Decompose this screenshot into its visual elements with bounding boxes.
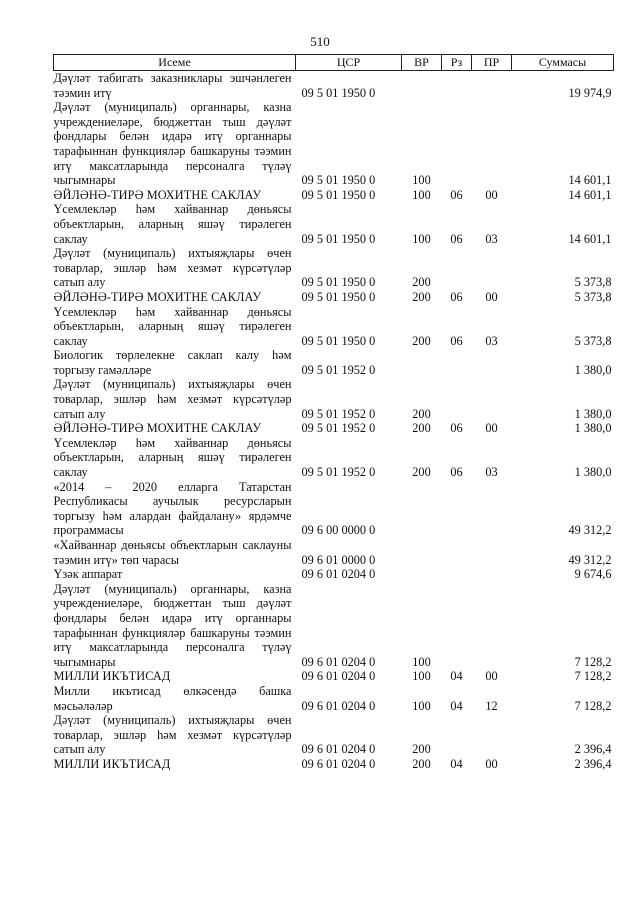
row-csr-cell: 09 5 01 1950 0 (301, 85, 376, 100)
row-vr-cell (402, 480, 442, 538)
table-row (54, 538, 614, 567)
row-rz-cell (442, 100, 472, 188)
row-name-cell: Үсемлекләр һәм хайваннар дөньясы объектларын, аларның яшәү тирәлеген саклау (53, 202, 292, 246)
row-rz-cell (442, 246, 472, 290)
row-sum-cell: 9 674,6 (574, 567, 612, 582)
row-rz-cell: 06 (450, 333, 463, 348)
table-row (54, 713, 614, 757)
row-pr-cell: 00 (485, 669, 498, 684)
row-rz-cell (442, 713, 472, 757)
row-csr-cell: 09 6 01 0204 0 (301, 654, 376, 669)
row-sum-cell: 19 974,9 (568, 85, 612, 100)
row-name-cell: ӘЙЛӘНӘ-ТИРӘ МОХИТНЕ САКЛАУ (53, 421, 262, 436)
table-row (54, 188, 614, 203)
row-pr-cell: 12 (485, 698, 498, 713)
row-csr-cell: 09 6 01 0204 0 (301, 669, 376, 684)
row-rz-cell: 06 (450, 231, 463, 246)
row-vr-cell (402, 348, 442, 377)
row-pr-cell: 00 (485, 421, 498, 436)
row-csr-cell: 09 6 01 0204 0 (301, 742, 376, 757)
header-rz: Рз (442, 55, 472, 71)
row-vr-cell: 200 (412, 742, 431, 757)
row-sum-cell: 49 312,2 (568, 552, 612, 567)
row-rz-cell: 04 (450, 698, 463, 713)
row-sum-cell: 14 601,1 (568, 231, 612, 246)
row-vr-cell: 200 (412, 756, 431, 771)
row-rz-cell: 06 (450, 187, 463, 202)
row-pr-cell (472, 377, 512, 421)
row-sum-cell: 1 380,0 (574, 465, 612, 480)
row-csr-cell: 09 5 01 1950 0 (301, 333, 376, 348)
row-vr-cell: 200 (412, 465, 431, 480)
table-row (54, 757, 614, 772)
row-csr-cell: 09 5 01 1952 0 (301, 421, 376, 436)
row-sum-cell: 14 601,1 (568, 173, 612, 188)
row-rz-cell: 06 (450, 421, 463, 436)
row-rz-cell (442, 538, 472, 567)
row-name-cell: Үзәк аппарат (53, 567, 123, 582)
row-sum-cell: 7 128,2 (574, 654, 612, 669)
header-pr: ПР (472, 55, 512, 71)
row-rz-cell (442, 480, 472, 538)
table-row (54, 202, 614, 246)
row-sum-cell: 2 396,4 (574, 756, 612, 771)
row-rz-cell: 04 (450, 669, 463, 684)
row-rz-cell (442, 377, 472, 421)
row-pr-cell: 03 (485, 333, 498, 348)
row-pr-cell (472, 480, 512, 538)
row-csr-cell: 09 5 01 1950 0 (301, 275, 376, 290)
row-name-cell: МИЛЛИ ИКЪТИСАД (53, 669, 171, 684)
row-vr-cell: 100 (412, 654, 431, 669)
table-row (54, 348, 614, 377)
row-vr-cell: 100 (412, 173, 431, 188)
row-vr-cell (402, 71, 442, 101)
row-rz-cell (442, 582, 472, 670)
row-name-cell: МИЛЛИ ИКЪТИСАД (53, 756, 171, 771)
row-rz-cell: 04 (450, 756, 463, 771)
row-vr-cell: 100 (412, 698, 431, 713)
row-pr-cell: 00 (485, 289, 498, 304)
row-name-cell: Дәүләт (муниципаль) ихтыяҗлары өчен товарлар, эшләр һәм хезмәт күрсәтүләр сатып алу (53, 713, 292, 757)
row-pr-cell: 00 (485, 187, 498, 202)
row-sum-cell: 2 396,4 (574, 742, 612, 757)
row-name-cell: Милли икътисад өлкәсендә башка мәсьәләләр (53, 683, 292, 713)
row-csr-cell: 09 5 01 1950 0 (301, 289, 376, 304)
row-vr-cell: 100 (412, 231, 431, 246)
row-pr-cell (472, 246, 512, 290)
row-sum-cell: 14 601,1 (568, 187, 612, 202)
table-row (54, 567, 614, 582)
row-name-cell: «2014 – 2020 елларга Татарстан Республикасы аучылык ресурсларын торгызу һәм алардан файдалану» ярдәмче программасы (53, 479, 292, 538)
row-name-cell: Дәүләт (муниципаль) органнары, казна учреждениеләре, бюджеттан тыш дәүләт фондлары белән идарә итү органнары тарафыннан функцияләр башкаруны тәэмин итү максатларында персоналга түләү чыгымнары (53, 581, 292, 669)
row-name-cell: ӘЙЛӘНӘ-ТИРӘ МОХИТНЕ САКЛАУ (53, 187, 262, 202)
table-row (54, 582, 614, 670)
row-sum-cell: 7 128,2 (574, 698, 612, 713)
row-rz-cell (442, 567, 472, 582)
table-row (54, 290, 614, 305)
row-pr-cell (472, 348, 512, 377)
row-pr-cell (472, 582, 512, 670)
row-sum-cell: 5 373,8 (574, 275, 612, 290)
table-header-row (54, 55, 614, 71)
row-pr-cell: 03 (485, 231, 498, 246)
row-pr-cell (472, 71, 512, 101)
row-vr-cell: 200 (412, 275, 431, 290)
row-vr-cell: 100 (412, 669, 431, 684)
row-vr-cell: 200 (412, 289, 431, 304)
row-csr-cell: 09 6 01 0204 0 (301, 756, 376, 771)
row-pr-cell (472, 567, 512, 582)
row-name-cell: Дәүләт табигать заказниклары эшчәнлеген тәэмин итү (53, 71, 292, 100)
row-vr-cell (402, 567, 442, 582)
row-pr-cell: 00 (485, 756, 498, 771)
row-vr-cell (402, 538, 442, 567)
row-csr-cell: 09 5 01 1950 0 (301, 231, 376, 246)
row-csr-cell: 09 5 01 1952 0 (301, 465, 376, 480)
table-row (54, 71, 614, 101)
header-sum: Суммасы (512, 55, 614, 71)
row-name-cell: ӘЙЛӘНӘ-ТИРӘ МОХИТНЕ САКЛАУ (53, 289, 262, 304)
row-csr-cell: 09 6 01 0204 0 (301, 698, 376, 713)
row-rz-cell (442, 71, 472, 101)
table-body (54, 71, 614, 772)
row-sum-cell: 7 128,2 (574, 669, 612, 684)
table-row (54, 436, 614, 480)
row-sum-cell: 49 312,2 (568, 523, 612, 538)
row-sum-cell: 5 373,8 (574, 333, 612, 348)
header-csr: ЦСР (296, 55, 402, 71)
row-csr-cell: 09 6 01 0204 0 (301, 567, 376, 582)
row-vr-cell: 200 (412, 406, 431, 421)
table-row (54, 421, 614, 436)
row-pr-cell (472, 538, 512, 567)
table-row (54, 377, 614, 421)
page-number: 510 (310, 34, 330, 49)
row-sum-cell: 1 380,0 (574, 406, 612, 421)
row-pr-cell (472, 100, 512, 188)
row-name-cell: «Хайваннар дөньясы объектларын саклауны тәэмин итү» төп чарасы (53, 538, 292, 567)
table-row (54, 100, 614, 188)
header-vr: ВР (402, 55, 442, 71)
row-csr-cell: 09 5 01 1950 0 (301, 173, 376, 188)
table-row (54, 684, 614, 713)
row-pr-cell (472, 713, 512, 757)
row-rz-cell: 06 (450, 289, 463, 304)
row-vr-cell: 200 (412, 333, 431, 348)
row-sum-cell: 1 380,0 (574, 362, 612, 377)
row-vr-cell: 100 (412, 187, 431, 202)
row-sum-cell: 1 380,0 (574, 421, 612, 436)
row-csr-cell: 09 5 01 1952 0 (301, 406, 376, 421)
row-name-cell: Үсемлекләр һәм хайваннар дөньясы объектларын, аларның яшәү тирәлеген саклау (53, 304, 292, 348)
budget-table (53, 54, 614, 772)
row-name-cell: Биологик төрлелекне саклап калу һәм торгызу гамәлләре (53, 348, 292, 377)
table-row (54, 669, 614, 684)
row-name-cell: Дәүләт (муниципаль) органнары, казна учреждениеләре, бюджеттан тыш дәүләт фондлары белән идарә итү органнары тарафыннан функцияләр башкаруны тәэмин итү максатларында персоналга түләү чыгымнары (53, 100, 292, 188)
row-vr-cell: 200 (412, 421, 431, 436)
header-name: Исеме (54, 55, 296, 71)
row-csr-cell: 09 5 01 1950 0 (301, 187, 376, 202)
row-csr-cell: 09 6 01 0000 0 (301, 552, 376, 567)
row-rz-cell: 06 (450, 465, 463, 480)
row-csr-cell: 09 5 01 1952 0 (301, 362, 376, 377)
row-csr-cell: 09 6 00 0000 0 (301, 523, 376, 538)
row-rz-cell (442, 348, 472, 377)
row-sum-cell: 5 373,8 (574, 289, 612, 304)
table-row (54, 246, 614, 290)
row-name-cell: Дәүләт (муниципаль) ихтыяҗлары өчен товарлар, эшләр һәм хезмәт күрсәтүләр сатып алу (53, 377, 292, 421)
row-name-cell: Үсемлекләр һәм хайваннар дөньясы объектларын, аларның яшәү тирәлеген саклау (53, 435, 292, 480)
table-row (54, 305, 614, 349)
row-pr-cell: 03 (485, 465, 498, 480)
row-name-cell: Дәүләт (муниципаль) ихтыяҗлары өчен товарлар, эшләр һәм хезмәт күрсәтүләр сатып алу (53, 246, 292, 290)
table-row (54, 480, 614, 538)
